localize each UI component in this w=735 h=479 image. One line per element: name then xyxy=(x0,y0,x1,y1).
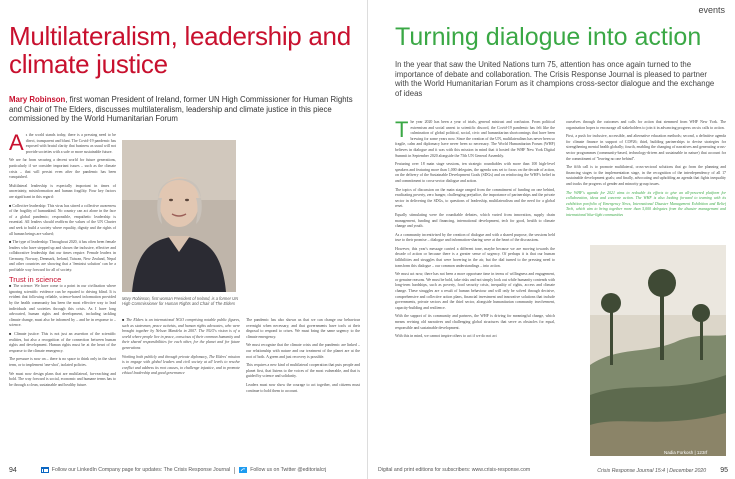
paragraph: First, a push for inclusive, accessible, and alternative education methods; second, a definitive agenda for climate finance in support of COP26; third, building partnerships to devise strategies for strengthening mental health globally; fourth, enabling the changing of narratives and generating cross-sector programmes (community-based, technology-driven and sustainable in nature) that account for the commitment of "leaving no one behind". xyxy=(566,134,726,161)
left-footer xyxy=(9,465,364,475)
paragraph: ourselves through the outcomes and calls for action that stemmed from WHF New York. The organisation hopes to encourage all stakeholders to join it in advancing progress on six calls to action. xyxy=(566,120,726,130)
paragraph: With the support of its community and partners, the WHF is driving for meaningful change, which means revising old narratives and challenging global structures that serve as obstacles for equal, responsible and sustainable development. xyxy=(395,314,555,330)
left-page xyxy=(0,0,367,479)
paragraph: We must recognise that the climate crisis and the pandemic are linked – our relationship with nature and our treatment of the planet are at the root of both. A green and just recovery is possible. xyxy=(246,343,360,359)
paragraph: With this in mind, we cannot inspire others to act if we do not act xyxy=(395,334,497,339)
paragraph: Working both publicly and through private diplomacy, The Elders' mission is to engage with global leaders and civil society at all levels to resolve conflict and address its root causes, to challenge injustice, and to promote ethical leadership and good governance xyxy=(122,354,240,376)
intro-text: , first woman President of Ireland, former UN High Commissioner for Human Rights and Chair of The Elders, discusses multilateralism, leadership and climate justice in this piece commissioned by the World Humanitarian Forum xyxy=(9,95,353,124)
dropcap: A xyxy=(9,133,24,155)
left-column-2 xyxy=(122,318,240,460)
portrait-illustration xyxy=(122,140,236,292)
paragraph: Leaders must now show the courage to act together, and citizens must continue to hold them to account. xyxy=(246,382,360,393)
paragraph: We are far from securing a decent world for future generations, particularly if we consider important issues – such as the climate crisis – that will persist even after the pandemic has been vanquished. xyxy=(9,158,116,180)
portrait-photo xyxy=(122,140,236,292)
paragraph: The pressure is now on – there is no space to think only in the short term, or to implement 'one-shot', isolated policies. xyxy=(9,357,116,367)
photo-caption: Mary Robinson, first woman President of Ireland, is a former UN High Commissioner for Human Rights and Chair of The Elders xyxy=(122,296,239,307)
right-column-2 xyxy=(566,120,726,240)
linkedin-icon[interactable] xyxy=(41,467,49,473)
paragraph: he year 2020 has been a year of trials, general mistrust and confusion. From political extremism and social unrest to scientific discord, the Covid-19 pandemic has felt like the culmination of global political, social, civic and humanitarian shortcomings that have been brewing for some years now. Since the creation of the UN, multilateralism has never been so fragile, calm and diplomacy have never been so necessary. The World Humanitarian Forum (WHF) believes in dialogue and it was with this mission in mind that it hosted the WHF New York Digital Summit in September 2020 alongside the 75th UN General Assembly. xyxy=(395,120,555,158)
paragraph: ■ The type of leadership: Throughout 2020, it has often been female leaders who have stepped up and shown the inclusive, effective and collaborative leadership that our times require. Female leaders in Germany, Norway, Denmark, Ireland, Taiwan, New Zealand, Nepal and other countries are showing that a 'feminist solution' can be a profitable way forward for all of society. xyxy=(9,240,116,273)
paragraph: Equally stimulating were the roundtable debates, which varied from innovation, supply chain management, funding and financing, international development, tech for good, health to climate change and youth. xyxy=(395,212,555,229)
paragraph: The topics of discussion on the main stage ranged from the commitment of funding on one behind, eradicating poverty, zero hunger, challenging prejudice, the importance of partnerships and the private sector in delivering the SDGs, to questions of leadership, multilateralism and the need for a global reset. xyxy=(395,187,555,209)
section-tag: events xyxy=(698,5,725,15)
paragraph: However, this year's message carried a different tone, maybe because we are moving towards the decade of action or because there is a greater sense of urgency. Of perhaps it is that our human fallibilities and struggles that were hovering in the air, but the dial turned to the pressing need to transform this dialogue – our common understandings – into action. xyxy=(395,246,555,268)
page-number: 94 xyxy=(9,466,17,474)
paragraph: s the world stands today, there is a pressing need to be direct, transparent and blunt. The Covid-19 pandemic has exposed with brutal clarity that business as usual will not provide societies with a safe or more sustainable future. xyxy=(25,133,116,154)
paragraph: As a community incentivised by the creation of dialogue and with a shared purpose, the sessions held true to their promise – dialogue and information-sharing were at the heart of the discussions. xyxy=(395,232,555,243)
paragraph: We must act now; there has not been a more opportune time in terms of willingness and engagement, or genuine reasons. We must be bold, take risks and not simply look out while humanity contends with long-term hardships, such as poverty, food security crisis, inequality of rights, access and climate change. These struggles are a result of human behaviour and will only be solved through decisive, comprehensive and collective action plans, financial investment and innovative solutions that include governments, private sectors and the third sector, alongside humanitarian community involvement, capacity-building and resilience. xyxy=(395,272,555,310)
paragraph: The fifth call is to promote multilateral, cross-sectoral solutions that go from the planning and financing stages to the implementation stage, in the recognition of the interdependency of all 17 sustainable development goals; and finally, advocating and upholding an agenda that fights inequality and tracks the progress of gender and minority group issues. xyxy=(566,165,726,186)
right-page xyxy=(367,0,735,479)
left-column-1 xyxy=(9,133,116,461)
paragraph: ■ Collective leadership: This virus has stirred a collective awareness of the fragility of humankind. No country can act alone in the face of a global pandemic; responsible, empathetic leadership is essential. All leaders should reaffirm the values of the UN Charter and seek to build a society where equality, dignity and the rights of all human beings are valued; xyxy=(9,203,116,236)
intro-author: Mary Robinson xyxy=(9,95,66,104)
footer-divider xyxy=(234,467,235,474)
paragraph: The pandemic has also shown us that we can change our behaviour overnight when necessary, and that governments have tools at their disposal to respond to crises. We must bring the same urgency to the climate emergency. xyxy=(246,318,360,339)
landscape-illustration xyxy=(590,245,726,456)
left-article-intro xyxy=(9,95,361,124)
twitter-link[interactable]: Follow us on Twitter @editorialcrj xyxy=(250,467,327,473)
paragraph: We must now design plans that are multilateral, far-reaching and bold. The way forward is social, economic and humane terms has to be through a clean, sustainable and healthy future. xyxy=(9,371,116,387)
page-number: 95 xyxy=(720,466,728,474)
paragraph: ■ Climate justice: This is not just an assertion of the scientific realities, but also a recognition of the connection between human rights and development. Human rights must be at the heart of the response to the climate emergency. xyxy=(9,332,116,353)
right-column-1 xyxy=(395,120,555,460)
paragraph: ■ The Elders is an international NGO comprising notable public figures, such as statesmen, peace activists, and human rights advocates, who were brought together by Nelson Mandela in 2007. The NGO's vision is of a world where people live in peace, conscious of their common humanity and their shared responsibilities for each other, for the planet and for future generations xyxy=(122,318,240,350)
right-article-intro: In the year that saw the United Nations turn 75, attention has once again turned to the importance of debate and collaboration. The Crisis Response Journal is pleased to partner with the World Humanitarian Forum as it champions cross-sector dialogue and the exchange of ideas xyxy=(395,60,715,98)
dropcap: T xyxy=(395,120,409,142)
paragraph: ■ The science: We have come to a point in our civilisation where ignoring scientific evidence can be equated to driving blind. It is evident that following reliable, science-based information provided by the health community has been the most effective way to lead individuals and societies through this crisis. As I have long advocated, human rights and development, including tackling climate change, must also be informed by – and be in response to – science. xyxy=(9,284,116,328)
journal-issue: Crisis Response Journal 15:4 | December 2020 xyxy=(597,467,707,474)
left-article-title: Multilateralism, leadership and climate justice xyxy=(9,21,351,79)
image-credit: Nadia Forkosh | 123rf xyxy=(664,450,708,455)
paragraph: This requires a new kind of multilateral cooperation that puts people and planet first, that listens to the voices of the most vulnerable, and that is guided by science and solidarity. xyxy=(246,363,360,379)
landscape-photo xyxy=(590,245,726,456)
section-heading: Trust in science xyxy=(9,274,62,284)
twitter-icon[interactable] xyxy=(239,467,247,473)
linkedin-link[interactable]: Follow our LinkedIn Company page for updates: The Crisis Response Journal xyxy=(51,467,231,473)
paragraph: Featuring over 18 main stage sessions, ten strategic roundtables with more than 100 high-level speakers and featuring more than 1,000 delegates, the agenda was set to focus on the decade of action, on the delivery of the Sustainable Development Goals (SDGs) and on reinforcing the WHF's belief in and commitment to cross-sector dialogue and action. xyxy=(395,162,555,183)
left-column-3 xyxy=(246,318,360,460)
right-article-title: Turning dialogue into action xyxy=(395,23,702,51)
right-footer xyxy=(378,465,728,475)
paragraph: The WHF's agenda for 2021 aims to redouble its efforts to give an all-powered platform for collaboration, ideas and concrete action. The WHF is also looking forward to teaming with its exhibition portfolio of Emergency News, International Disaster Management Exhibition and Relief Tech, which aim to bring together more than 5,000 delegates from the disaster management and international blue-light communities xyxy=(566,190,726,217)
promo-link[interactable]: Digital and print editions for subscribers: www.crisis-response.com xyxy=(378,467,531,473)
paragraph: Multilateral leadership is especially important in times of uncertainty, misinformation and human fragility. Four key factors are significant in this regard: xyxy=(9,183,116,199)
